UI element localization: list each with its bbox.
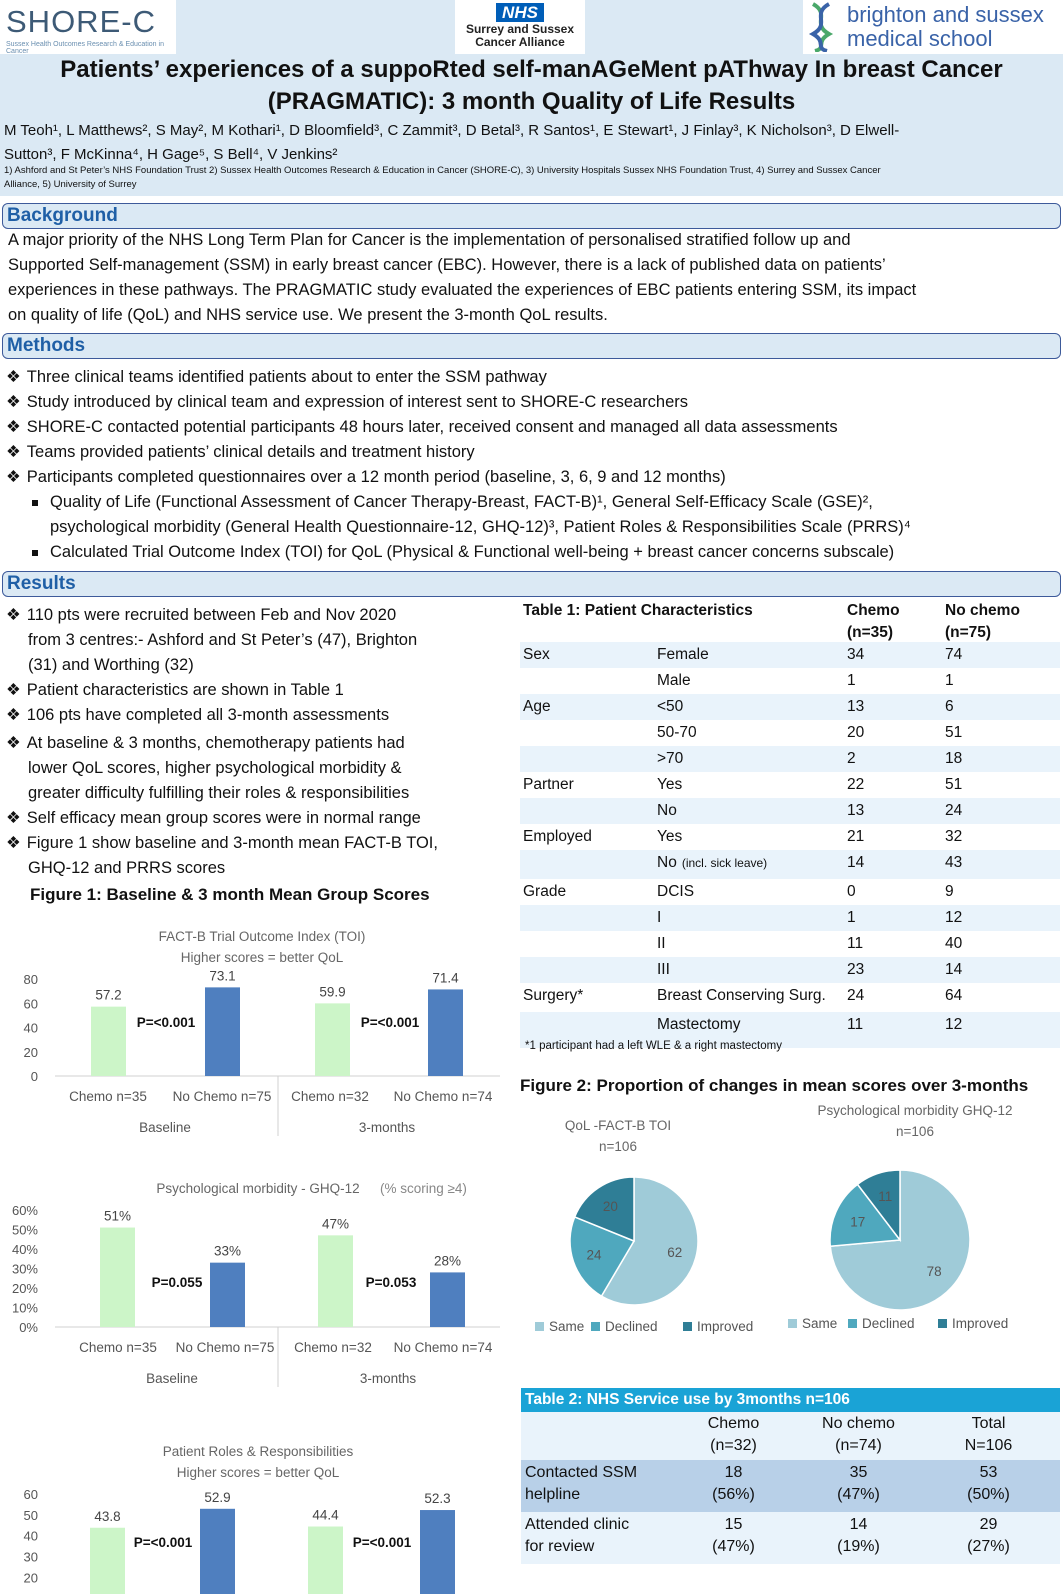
table1-subcategory: II <box>657 935 666 952</box>
table1-nochemo-value: 12 <box>945 1016 963 1033</box>
legend-label: Declined <box>862 1316 915 1331</box>
bsms-logo-line1: brighton and sussex <box>847 2 1044 27</box>
table1-nochemo-value: 51 <box>945 776 963 793</box>
nhs-logo-line2: Cancer Alliance <box>475 35 565 49</box>
p-value-label: P=0.053 <box>365 1275 417 1290</box>
y-tick-label: 30 <box>23 1549 38 1565</box>
fact-b-toi-chart <box>0 925 510 1145</box>
table2-row-label: Attended clinic <box>525 1516 630 1533</box>
p-value-label: P=<0.001 <box>360 1015 420 1030</box>
table2-cell: (27%) <box>967 1538 1010 1555</box>
methods-bullet: ❖ SHORE-C contacted potential participants 48 hours later, received consent and managed all data assessments <box>6 418 838 436</box>
pie-subtitle: n=106 <box>599 1139 637 1154</box>
chart-title: Patient Roles & Responsibilities <box>162 1444 354 1459</box>
background-line: on quality of life (QoL) and NHS service use. We present the 3-month QoL results. <box>8 306 608 324</box>
table1-row <box>520 798 1060 824</box>
legend-label: Same <box>549 1319 585 1334</box>
bar-data-label: 44.4 <box>312 1507 339 1523</box>
table1-col-nochemo-n: (n=75) <box>945 624 992 641</box>
table1-nochemo-value: 1 <box>945 672 954 689</box>
table1-nochemo-value: 32 <box>945 828 963 845</box>
pie-value-label: 24 <box>586 1247 602 1263</box>
table1-chemo-value: 11 <box>847 1016 864 1033</box>
x-category-label: No Chemo n=75 <box>175 1340 275 1355</box>
table2-header-row <box>521 1412 1060 1460</box>
background-line: A major priority of the NHS Long Term Plan for Cancer is the implementation of personalised stratified follow up and <box>8 231 851 249</box>
table1-chemo-value: 24 <box>847 987 865 1004</box>
table1-subcategory: Breast Conserving Surg. <box>657 987 826 1004</box>
bar-data-label: 71.4 <box>432 970 459 986</box>
y-tick-label: 0% <box>19 1320 38 1335</box>
table2-cell: 29 <box>979 1516 998 1533</box>
table1-subcategory-note: (incl. sick leave) <box>681 856 768 870</box>
bar-data-label: 51% <box>103 1208 132 1224</box>
table2-row <box>521 1512 1060 1564</box>
table1-category: Partner <box>523 776 574 793</box>
table1-nochemo-value: 24 <box>945 802 963 819</box>
results-bullet: ❖ Self efficacy mean group scores were in normal range <box>6 809 421 827</box>
bar <box>420 1510 455 1594</box>
results-bullet-cont: (31) and Worthing (32) <box>28 656 194 674</box>
x-group-label: Baseline <box>139 1120 191 1135</box>
table2-col-chemo-n: (n=32) <box>710 1437 757 1454</box>
methods-bullet: ❖ Three clinical teams identified patients about to enter the SSM pathway <box>6 368 547 386</box>
y-tick-label: 20 <box>23 1570 38 1586</box>
y-tick-label: 50% <box>11 1222 38 1238</box>
table1-row <box>520 746 1060 772</box>
ghq12-chart <box>0 1175 510 1395</box>
p-value-label: P=<0.001 <box>136 1015 196 1030</box>
table1-chemo-value: 22 <box>847 776 865 793</box>
results-bullet: ❖ Figure 1 show baseline and 3-month mean FACT-B TOI, <box>6 834 438 852</box>
table1-row <box>520 850 1060 879</box>
methods-sub-bullet: Calculated Trial Outcome Index (TOI) for QoL (Physical & Functional well-being + breast cancer concerns subscale) <box>32 540 894 565</box>
table2-cell: 53 <box>979 1464 998 1481</box>
diamond-bullet-icon: ❖ <box>6 368 21 386</box>
table1-subcategory: >70 <box>657 750 684 767</box>
y-tick-label: 0 <box>30 1069 38 1084</box>
x-category-label: Chemo n=35 <box>69 1089 147 1104</box>
table1-nochemo-value: 9 <box>945 883 954 900</box>
chart-title-note: (% scoring ≥4) <box>380 1181 467 1196</box>
legend-swatch <box>535 1322 544 1331</box>
table1-subcategory: 50-70 <box>657 724 697 741</box>
table1-nochemo-value: 74 <box>945 646 963 663</box>
table2-cell: (47%) <box>837 1486 880 1503</box>
bar <box>200 1509 235 1594</box>
table2-cell: 35 <box>849 1464 868 1481</box>
table1-subcategory: Female <box>657 646 709 663</box>
affiliations <box>4 164 1054 192</box>
bar <box>430 1272 465 1327</box>
table1-nochemo-value: 43 <box>945 854 963 871</box>
table2-row <box>521 1460 1060 1512</box>
background-text <box>8 228 1058 328</box>
table1-subcategory: I <box>657 909 662 926</box>
y-tick-label: 20 <box>23 1044 38 1060</box>
table1-category: Grade <box>523 883 567 900</box>
table1-nochemo-value: 40 <box>945 935 963 952</box>
x-category-label: No Chemo n=74 <box>393 1089 493 1104</box>
table1-chemo-value: 1 <box>847 909 856 926</box>
x-group-label: 3-months <box>359 1371 417 1386</box>
methods-heading-bar <box>2 333 1061 359</box>
bar-data-label: 52.9 <box>204 1489 231 1505</box>
table2-col-total-n: N=106 <box>964 1437 1013 1454</box>
table1-row <box>520 694 1060 720</box>
nhs-logo <box>455 0 585 54</box>
x-category-label: No Chemo n=75 <box>172 1089 272 1104</box>
table2-cell: (19%) <box>837 1538 880 1555</box>
table1-category: Surgery* <box>523 987 584 1004</box>
x-category-label: Chemo n=35 <box>79 1340 157 1355</box>
results-heading: Results <box>7 573 76 594</box>
table2-col-total: Total <box>971 1415 1006 1432</box>
x-group-label: Baseline <box>146 1371 198 1386</box>
diamond-bullet-icon: ❖ <box>6 393 21 411</box>
y-tick-label: 60 <box>23 1487 38 1502</box>
shorec-logo-tagline: Sussex Health Outcomes Research & Education in Cancer <box>6 41 164 55</box>
bar-data-label: 33% <box>213 1243 242 1259</box>
figure2-title: Figure 2: Proportion of changes in mean scores over 3-months <box>520 1076 1029 1095</box>
table2-title-bar <box>521 1388 1060 1412</box>
bsms-logo-line2: medical school <box>847 26 993 51</box>
table2-cell: (47%) <box>712 1538 755 1555</box>
pie-subtitle: n=106 <box>896 1124 934 1139</box>
pie-title: Psychological morbidity GHQ-12 <box>817 1103 1013 1118</box>
pie-value-label: 78 <box>926 1264 942 1280</box>
legend-label: Declined <box>605 1319 658 1334</box>
pie-value-label: 17 <box>850 1214 866 1230</box>
legend-swatch <box>938 1319 947 1328</box>
qol-pie-chart <box>510 1110 780 1340</box>
bsms-logo <box>803 0 1063 54</box>
table1-chemo-value: 20 <box>847 724 865 741</box>
diamond-bullet-icon: ❖ <box>6 606 21 624</box>
table1-row <box>520 668 1060 694</box>
p-value-label: P=0.055 <box>151 1275 203 1290</box>
shorec-logo <box>0 0 176 54</box>
table1-row <box>520 957 1060 983</box>
table2-col-nochemo-n: (n=74) <box>835 1437 882 1454</box>
legend-swatch <box>683 1322 692 1331</box>
pie-value-label: 20 <box>602 1198 618 1214</box>
methods-bullet: ❖ Study introduced by clinical team and expression of interest sent to SHORE-C researchers <box>6 393 689 411</box>
table1-chemo-value: 2 <box>847 750 856 767</box>
diamond-bullet-icon: ❖ <box>6 734 21 752</box>
affiliations-line2: Alliance, 5) University of Surrey <box>4 179 137 190</box>
methods-sub-bullet-cont: psychological morbidity (General Health Questionnaire-12, GHQ-12)³, Patient Roles & Responsibilities Scale (PRRS)⁴ <box>50 518 911 536</box>
prrs-chart <box>0 1434 510 1594</box>
table2-row-label: Contacted SSM <box>525 1464 638 1481</box>
authors-line1: M Teoh¹, L Matthews², S May², M Kothari¹, D Bloomfield³, C Zammit³, D Betal³, R Santos¹, E Stewart¹, J Finlay³, K Nicholson³, D Elwell- <box>4 122 900 139</box>
table2-cell: 14 <box>849 1516 868 1533</box>
table1-nochemo-value: 64 <box>945 987 963 1004</box>
poster-title-line1: Patients’ experiences of a suppoRted self-manAGeMent pAThway In breast Cancer <box>60 56 1003 83</box>
table1-nochemo-value: 6 <box>945 698 954 715</box>
table1-nochemo-value: 18 <box>945 750 963 767</box>
table1-row <box>520 931 1060 957</box>
table1-subcategory: Yes <box>657 776 683 793</box>
table1-chemo-value: 13 <box>847 698 865 715</box>
y-tick-label: 40% <box>11 1242 38 1257</box>
methods-sub-bullet: Quality of Life (Functional Assessment of Cancer Therapy-Breast, FACT-B)¹, General Self-Efficacy Scale (GSE)², <box>32 490 873 515</box>
table1-nochemo-value: 12 <box>945 909 963 926</box>
bar <box>318 1235 353 1327</box>
table1-row <box>520 720 1060 746</box>
table1-col-chemo: Chemo <box>847 602 900 619</box>
chart-title: Psychological morbidity - GHQ-12 <box>156 1181 360 1196</box>
legend-label: Same <box>802 1316 838 1331</box>
table2-cell: 18 <box>724 1464 743 1481</box>
bar <box>91 1007 126 1076</box>
table1-chemo-value: 21 <box>847 828 865 845</box>
table1-row <box>520 905 1060 931</box>
p-value-label: P=<0.001 <box>133 1535 193 1550</box>
diamond-bullet-icon: ❖ <box>6 418 21 436</box>
bar-data-label: 28% <box>433 1253 462 1269</box>
bar-data-label: 59.9 <box>319 984 346 1000</box>
x-group-label: 3-months <box>358 1120 416 1135</box>
p-value-label: P=<0.001 <box>352 1535 412 1550</box>
figure1-title: Figure 1: Baseline & 3 month Mean Group Scores <box>30 885 430 904</box>
results-bullet-cont: lower QoL scores, higher psychological morbidity & <box>28 759 402 777</box>
affiliations-line1: 1) Ashford and St Peter’s NHS Foundation Trust 2) Sussex Health Outcomes Research & Education in Cancer (SHORE-C), 3) University Hospitals Sussex NHS Foundation Trust, 4) Surrey and Sussex Cancer <box>4 165 881 176</box>
bar-data-label: 43.8 <box>94 1508 121 1524</box>
nhs-logo-line1: Surrey and Sussex <box>465 22 575 36</box>
legend-label: Improved <box>697 1319 754 1334</box>
table1-category: Age <box>523 698 551 715</box>
table2-col-chemo: Chemo <box>707 1415 760 1432</box>
table1-chemo-value: 14 <box>847 854 865 871</box>
poster-title-line2: (PRAGMATIC): 3 month Quality of Life Results <box>267 88 796 115</box>
bar-data-label: 73.1 <box>209 968 236 984</box>
table1-chemo-value: 11 <box>847 935 864 952</box>
pie-value-label: 11 <box>878 1189 893 1205</box>
pie-title: QoL -FACT-B TOI <box>564 1118 672 1133</box>
y-tick-label: 40 <box>23 1020 38 1036</box>
x-category-label: No Chemo n=74 <box>393 1340 493 1355</box>
table1-nochemo-value: 14 <box>945 961 963 978</box>
nhs-badge: NHS <box>496 3 544 22</box>
table1-category: Employed <box>523 828 592 845</box>
table1-subcategory: DCIS <box>657 883 695 900</box>
methods-bullet: ❖ Teams provided patients’ clinical details and treatment history <box>6 443 475 461</box>
helix-icon <box>807 2 835 52</box>
pie-value-label: 62 <box>667 1245 683 1261</box>
table1-subcategory: Mastectomy <box>657 1016 741 1033</box>
results-bullet: ❖ 110 pts were recruited between Feb and Nov 2020 <box>6 606 397 624</box>
results-heading-bar <box>2 571 1061 597</box>
table1-row <box>520 983 1060 1012</box>
diamond-bullet-icon: ❖ <box>6 706 21 724</box>
table1-subcategory: Yes <box>657 828 683 845</box>
bar-data-label: 57.2 <box>95 987 122 1003</box>
table1-chemo-value: 1 <box>847 672 856 689</box>
table1-subcategory: III <box>657 961 670 978</box>
table1-row <box>520 642 1060 668</box>
y-tick-label: 20% <box>11 1281 38 1296</box>
table1-col-chemo-n: (n=35) <box>847 624 894 641</box>
chart-subtitle: Higher scores = better QoL <box>176 1465 340 1480</box>
square-bullet-icon <box>32 550 38 556</box>
background-heading: Background <box>7 205 118 226</box>
bar <box>90 1528 125 1594</box>
table1-row <box>520 772 1060 798</box>
diamond-bullet-icon: ❖ <box>6 834 21 852</box>
results-bullet-cont: greater difficulty fulfilling their roles & responsibilities <box>28 784 410 802</box>
square-bullet-icon <box>32 500 38 506</box>
methods-bullet: ❖ Participants completed questionnaires over a 12 month period (baseline, 3, 6, 9 and 12 months) <box>6 468 726 486</box>
bar <box>210 1263 245 1327</box>
table1-chemo-value: 0 <box>847 883 856 900</box>
table2-row-label: for review <box>525 1538 595 1555</box>
results-bullet: ❖ 106 pts have completed all 3-month assessments <box>6 706 390 724</box>
table1-col-nochemo: No chemo <box>945 602 1020 619</box>
y-tick-label: 80 <box>23 972 38 987</box>
background-line: experiences in these pathways. The PRAGMATIC study evaluated the experiences of EBC patients entering SSM, its impact <box>8 281 917 299</box>
results-bullet-cont: from 3 centres:- Ashford and St Peter’s (47), Brighton <box>28 631 418 649</box>
diamond-bullet-icon: ❖ <box>6 681 21 699</box>
bar <box>315 1003 350 1076</box>
diamond-bullet-icon: ❖ <box>6 443 21 461</box>
results-bullet: ❖ Patient characteristics are shown in Table 1 <box>6 681 344 699</box>
legend-swatch <box>788 1319 797 1328</box>
table2-cell: (56%) <box>712 1486 755 1503</box>
table1-chemo-value: 23 <box>847 961 865 978</box>
table1-subcategory: No (incl. sick leave) <box>657 854 768 871</box>
background-line: Supported Self-management (SSM) in early breast cancer (EBC). However, there is a lack of published data on patients’ <box>8 256 886 274</box>
results-bullet-cont: GHQ-12 and PRRS scores <box>28 859 226 877</box>
bar <box>308 1527 343 1594</box>
table1-chemo-value: 13 <box>847 802 865 819</box>
table2-col-nochemo: No chemo <box>822 1415 895 1432</box>
table1-category: Sex <box>523 646 550 663</box>
bar <box>428 989 463 1076</box>
table1-row <box>520 824 1060 850</box>
legend-swatch <box>591 1322 600 1331</box>
table2-cell: 15 <box>724 1516 743 1533</box>
diamond-bullet-icon: ❖ <box>6 468 21 486</box>
table2-title: Table 2: NHS Service use by 3months n=106 <box>525 1391 850 1408</box>
shorec-logo-text: SHORE-C <box>6 4 156 39</box>
legend-label: Improved <box>952 1316 1009 1331</box>
x-category-label: Chemo n=32 <box>291 1089 369 1104</box>
bar-data-label: 52.3 <box>424 1491 451 1507</box>
bar <box>205 987 240 1076</box>
table1-subcategory: <50 <box>657 698 684 715</box>
table1-footnote: *1 participant had a left WLE & a right mastectomy <box>525 1040 782 1052</box>
y-tick-label: 50 <box>23 1507 38 1523</box>
chart-title: FACT-B Trial Outcome Index (TOI) <box>158 929 366 944</box>
author-list <box>4 119 1054 167</box>
methods-heading: Methods <box>7 335 86 356</box>
x-category-label: Chemo n=32 <box>294 1340 372 1355</box>
y-tick-label: 60% <box>11 1203 38 1218</box>
legend-swatch <box>848 1319 857 1328</box>
bar-data-label: 47% <box>321 1216 350 1232</box>
table2-cell: (50%) <box>967 1486 1010 1503</box>
diamond-bullet-icon: ❖ <box>6 809 21 827</box>
y-tick-label: 10% <box>11 1300 38 1316</box>
table2-row-label: helpline <box>525 1486 581 1503</box>
table1-subcategory: No <box>657 802 677 819</box>
y-tick-label: 40 <box>23 1528 38 1544</box>
table1-chemo-value: 34 <box>847 646 865 663</box>
poster-header <box>0 0 1063 196</box>
table1-title: Table 1: Patient Characteristics <box>523 602 753 619</box>
y-tick-label: 30% <box>11 1261 38 1277</box>
table1-nochemo-value: 51 <box>945 724 963 741</box>
background-heading-bar <box>2 203 1061 229</box>
bar <box>100 1228 135 1327</box>
ghq-pie-chart <box>770 1095 1060 1335</box>
chart-subtitle: Higher scores = better QoL <box>180 950 344 965</box>
table1-row <box>520 879 1060 905</box>
table1-subcategory: Male <box>657 672 691 689</box>
authors-line2: Sutton³, F McKinna⁴, H Gage⁵, S Bell⁴, V Jenkins² <box>4 146 338 163</box>
results-bullet: ❖ At baseline & 3 months, chemotherapy patients had <box>6 734 405 752</box>
y-tick-label: 60 <box>23 996 38 1012</box>
